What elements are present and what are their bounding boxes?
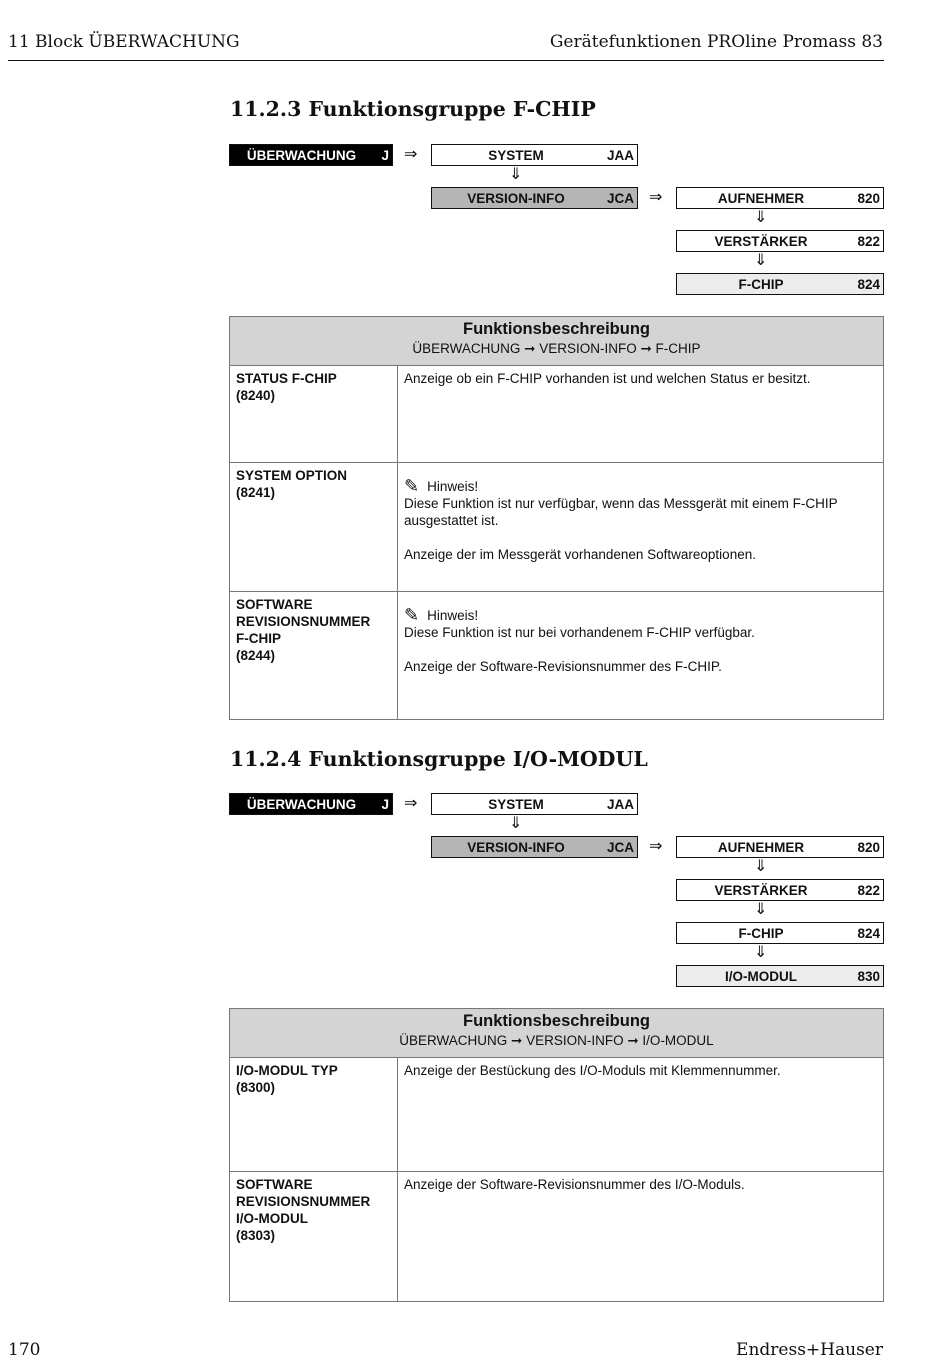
- function-name: [230, 366, 398, 462]
- diagram-subgroup-label: VERSION-INFO: [467, 191, 565, 206]
- diagram-group-box: [431, 144, 638, 166]
- diagram-group-code: JAA: [606, 797, 634, 812]
- diagram-function-label: AUFNEHMER: [717, 191, 805, 206]
- diagram-function-box-active: [676, 273, 884, 295]
- table-title: Funktionsbeschreibung: [462, 320, 650, 338]
- function-description: Anzeige ob ein F-CHIP vorhanden ist und welchen Status er besitzt.: [404, 371, 811, 386]
- table-title: Funktionsbeschreibung: [462, 1012, 650, 1030]
- diagram-group-label: SYSTEM: [488, 148, 544, 163]
- function-description: [398, 592, 883, 719]
- function-name-line: STATUS F-CHIP: [236, 371, 337, 386]
- double-arrow-down-icon: ⇓: [754, 944, 768, 961]
- diagram-function-label: AUFNEHMER: [717, 840, 805, 855]
- diagram-group-label: SYSTEM: [488, 797, 544, 812]
- diagram-function-code: 830: [857, 969, 880, 984]
- double-arrow-right-icon: ⇒: [404, 795, 418, 812]
- function-code: (8244): [236, 648, 276, 663]
- diagram-function-code: 824: [857, 926, 880, 941]
- diagram-function-box: [676, 230, 884, 252]
- diagram-function-code: 822: [857, 883, 880, 898]
- function-code: (8303): [236, 1228, 276, 1243]
- diagram-subgroup-code: JCA: [606, 840, 634, 855]
- function-name-line: I/O-MODUL TYP: [236, 1063, 338, 1078]
- diagram-function-box: [676, 836, 884, 858]
- diagram-subgroup-box: [431, 187, 638, 209]
- function-name: [230, 592, 398, 719]
- function-name-line: REVISIONSNUMMER: [236, 1194, 371, 1209]
- header-rule: [8, 60, 884, 61]
- page-number: 170: [8, 1340, 41, 1360]
- header-chapter: 11 Block ÜBERWACHUNG: [8, 32, 240, 52]
- double-arrow-down-icon: ⇓: [754, 901, 768, 918]
- function-name-line: SOFTWARE: [236, 597, 313, 612]
- pencil-note-icon: ✎: [404, 476, 420, 496]
- diagram-function-code: 820: [857, 840, 880, 855]
- diagram-function-code: 824: [857, 277, 880, 292]
- table-row: [230, 1171, 883, 1301]
- function-name: [230, 463, 398, 591]
- function-description-table-io-modul: [229, 1008, 884, 1302]
- double-arrow-down-icon: ⇓: [754, 858, 768, 875]
- note-label: Hinweis!: [427, 479, 479, 494]
- diagram-function-label: VERSTÄRKER: [714, 234, 808, 249]
- diagram-block-box: [229, 144, 393, 166]
- table-row: [230, 462, 883, 591]
- diagram-function-code: 820: [857, 191, 880, 206]
- table-header: [230, 1009, 883, 1058]
- function-code: (8240): [236, 388, 276, 403]
- table-path: ÜBERWACHUNG ➞ VERSION-INFO ➞ F-CHIP: [412, 341, 701, 356]
- diagram-block-box: [229, 793, 393, 815]
- description-text: Anzeige der im Messgerät vorhandenen Softwareoptionen.: [404, 547, 756, 562]
- diagram-group-box: [431, 793, 638, 815]
- function-description: Anzeige der Software-Revisionsnummer des I/O-Moduls.: [404, 1177, 745, 1192]
- function-name-line: I/O-MODUL: [236, 1211, 308, 1226]
- diagram-function-box: [676, 879, 884, 901]
- table-path: ÜBERWACHUNG ➞ VERSION-INFO ➞ I/O-MODUL: [399, 1033, 714, 1048]
- diagram-function-label: I/O-MODUL: [725, 969, 797, 984]
- double-arrow-down-icon: ⇓: [754, 209, 768, 226]
- double-arrow-right-icon: ⇒: [404, 146, 418, 163]
- diagram-function-code: 822: [857, 234, 880, 249]
- function-description-table-fchip: [229, 316, 884, 720]
- pencil-note-icon: ✎: [404, 605, 420, 625]
- function-description: Anzeige der Bestückung des I/O-Moduls mit Klemmennummer.: [404, 1063, 781, 1078]
- note-text: ausgestattet ist.: [404, 513, 499, 528]
- function-name: [230, 1172, 398, 1301]
- diagram-function-box: [676, 187, 884, 209]
- note-text: Diese Funktion ist nur bei vorhandenem F-CHIP verfügbar.: [404, 625, 755, 640]
- note-text: Diese Funktion ist nur verfügbar, wenn das Messgerät mit einem F-CHIP: [404, 496, 838, 511]
- double-arrow-down-icon: ⇓: [509, 815, 523, 832]
- function-description: [398, 463, 883, 591]
- function-code: (8300): [236, 1080, 276, 1095]
- note-label: Hinweis!: [427, 608, 479, 623]
- diagram-function-label: F-CHIP: [738, 926, 784, 941]
- brand-logo-text: Endress+Hauser: [736, 1340, 883, 1360]
- table-row: [230, 366, 883, 462]
- diagram-block-code: J: [381, 148, 389, 163]
- section-title-io-modul: 11.2.4 Funktionsgruppe I/O-MODUL: [230, 747, 648, 771]
- header-title: Gerätefunktionen PROline Promass 83: [549, 32, 883, 52]
- note-heading: [404, 478, 877, 495]
- diagram-function-label: F-CHIP: [738, 277, 784, 292]
- diagram-block-code: J: [381, 797, 389, 812]
- section-title-fchip: 11.2.3 Funktionsgruppe F-CHIP: [230, 97, 596, 121]
- diagram-function-label: VERSTÄRKER: [714, 883, 808, 898]
- double-arrow-down-icon: ⇓: [509, 166, 523, 183]
- diagram-subgroup-box: [431, 836, 638, 858]
- diagram-group-code: JAA: [606, 148, 634, 163]
- diagram-block-label: ÜBERWACHUNG: [246, 148, 357, 163]
- function-name: [230, 1058, 398, 1171]
- diagram-subgroup-code: JCA: [606, 191, 634, 206]
- function-name-line: SYSTEM OPTION: [236, 468, 348, 483]
- table-row: [230, 591, 883, 719]
- function-name-line: REVISIONSNUMMER: [236, 614, 371, 629]
- table-header: [230, 317, 883, 366]
- function-code: (8241): [236, 485, 276, 500]
- description-text: Anzeige der Software-Revisionsnummer des F-CHIP.: [404, 659, 722, 674]
- table-row: [230, 1058, 883, 1171]
- diagram-function-box: [676, 922, 884, 944]
- diagram-subgroup-label: VERSION-INFO: [467, 840, 565, 855]
- function-name-line: F-CHIP: [236, 631, 281, 646]
- note-heading: [404, 607, 877, 624]
- double-arrow-right-icon: ⇒: [649, 189, 663, 206]
- function-name-line: SOFTWARE: [236, 1177, 313, 1192]
- diagram-function-box-active: [676, 965, 884, 987]
- double-arrow-right-icon: ⇒: [649, 838, 663, 855]
- diagram-block-label: ÜBERWACHUNG: [246, 797, 357, 812]
- double-arrow-down-icon: ⇓: [754, 252, 768, 269]
